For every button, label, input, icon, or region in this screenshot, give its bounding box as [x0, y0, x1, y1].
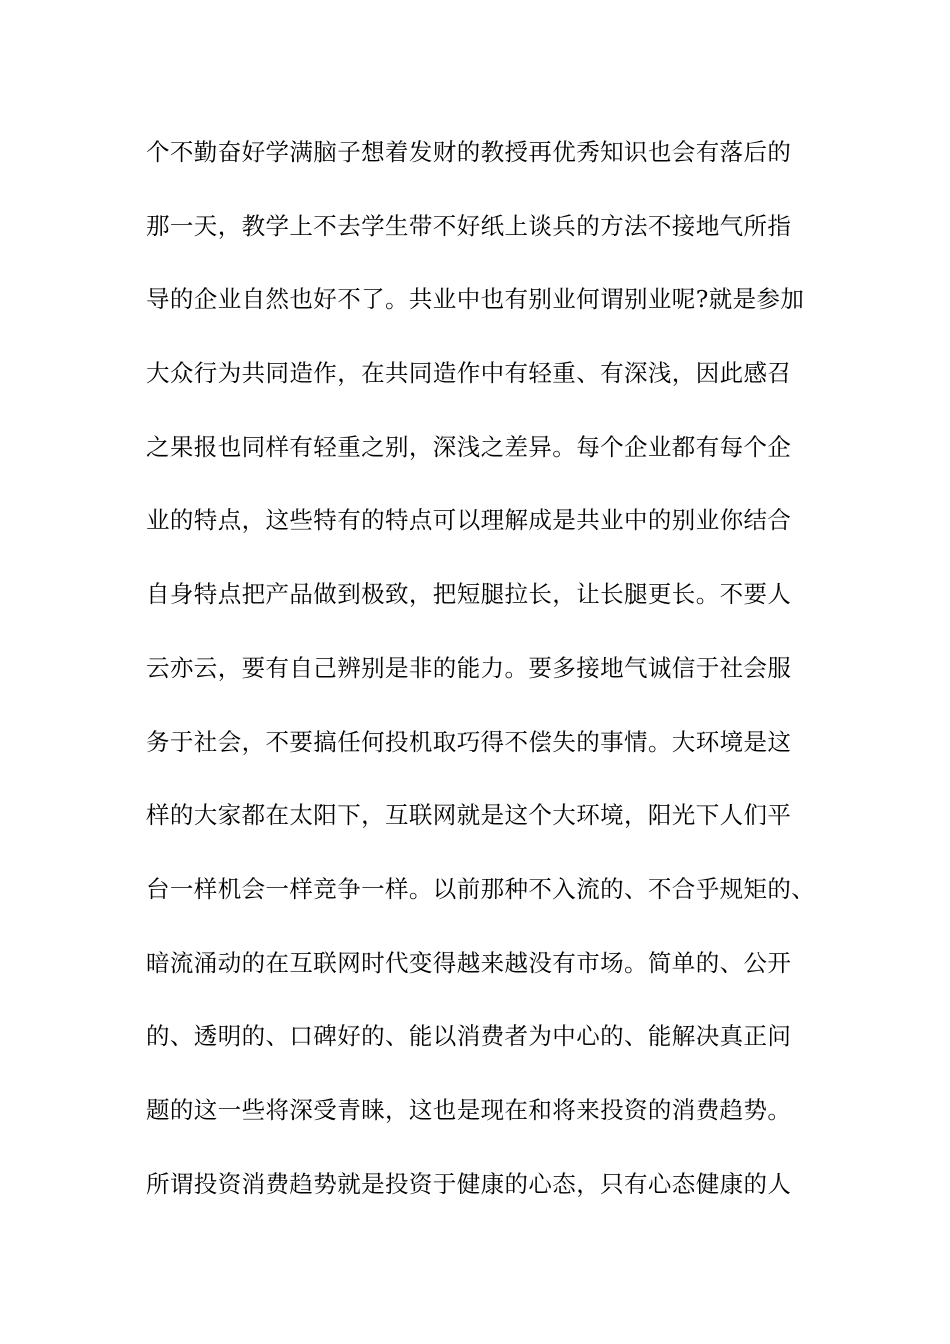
body-text: [146, 129, 826, 1234]
text-line: 所谓投资消费趋势就是投资于健康的心态，只有心态健康的人: [146, 1169, 792, 1198]
text-line: 暗流涌动的在互联网时代变得越来越没有市场。简单的、公开: [146, 948, 792, 977]
text-line: 导的企业自然也好不了。共业中也有别业何谓别业呢?就是参加: [146, 285, 805, 314]
text-line: 业的特点，这些特有的特点可以理解成是共业中的别业你结合: [146, 506, 792, 535]
text-line: 务于社会，不要搞任何投机取巧得不偿失的事情。大环境是这: [146, 727, 792, 756]
text-line: 之果报也同样有轻重之别，深浅之差异。每个企业都有每个企: [146, 432, 792, 461]
text-line: 云亦云，要有自己辨别是非的能力。要多接地气诚信于社会服: [146, 653, 792, 682]
text-line: 大众行为共同造作，在共同造作中有轻重、有深浅，因此感召: [146, 359, 792, 388]
text-line: 题的这一些将深受青睐，这也是现在和将来投资的消费趋势。: [146, 1095, 792, 1124]
text-line: 样的大家都在太阳下，互联网就是这个大环境，阳光下人们平: [146, 801, 792, 830]
text-line: 台一样机会一样竞争一样。以前那种不入流的、不合乎规矩的、: [146, 874, 816, 903]
text-line: 那一天，教学上不去学生带不好纸上谈兵的方法不接地气所指: [146, 211, 792, 240]
text-line: 个不勤奋好学满脑子想着发财的教授再优秀知识也会有落后的: [146, 138, 792, 166]
text-line: 自身特点把产品做到极致，把短腿拉长，让长腿更长。不要人: [146, 580, 792, 609]
text-line: 的、透明的、口碑好的、能以消费者为中心的、能解决真正问: [146, 1022, 792, 1051]
